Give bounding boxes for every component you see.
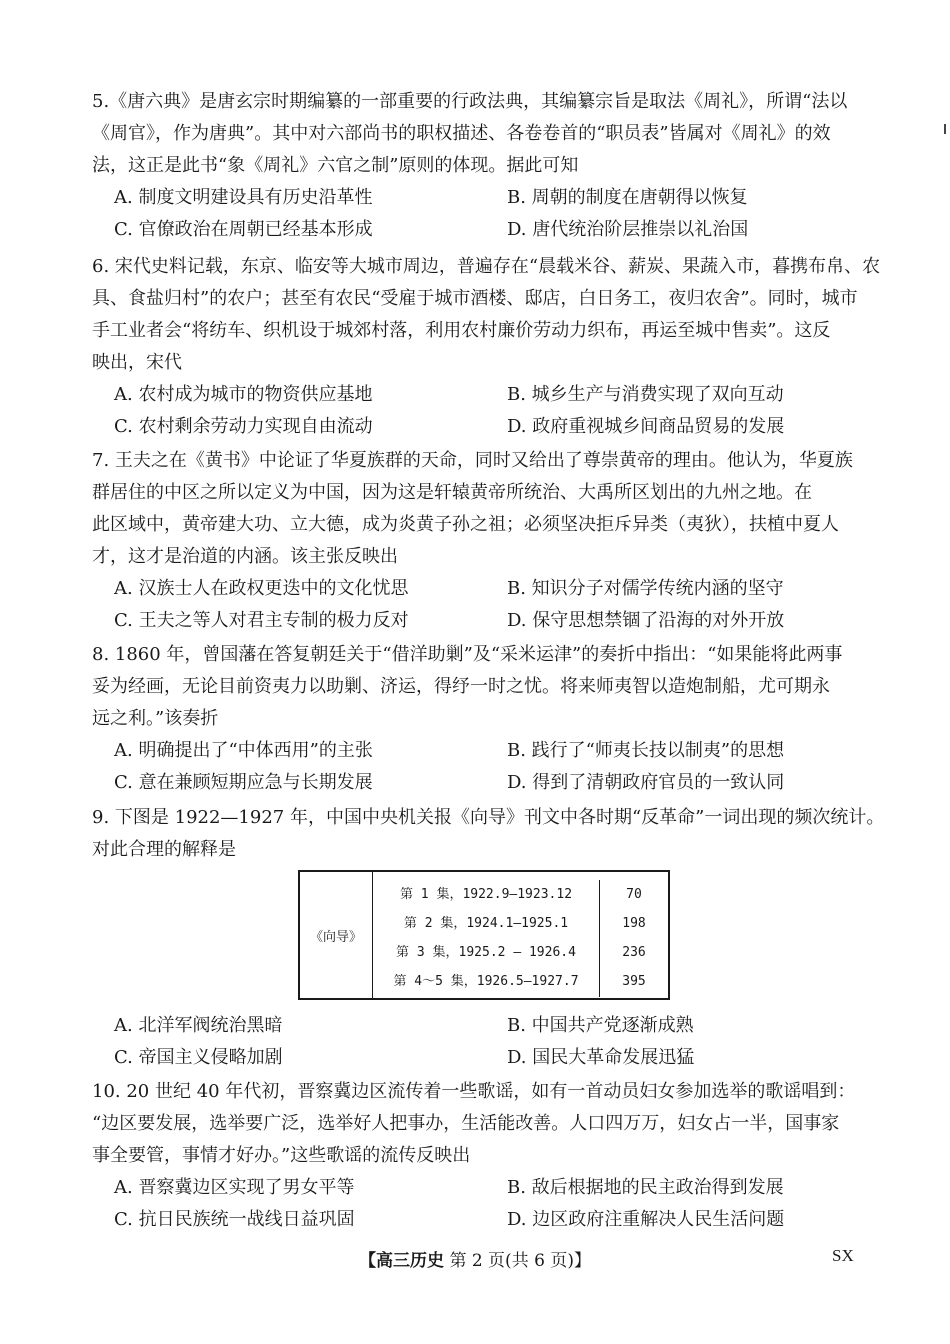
question-9 xyxy=(92,802,885,866)
question-7 xyxy=(92,445,872,637)
question-6 xyxy=(92,251,881,443)
question-5-stem xyxy=(92,86,872,182)
question-8-options xyxy=(92,735,872,799)
question-10-stem xyxy=(92,1076,872,1172)
table-period-cell: 第 1 集，1922.9—1923.12 xyxy=(373,880,600,910)
question-9-stem xyxy=(92,802,885,866)
stem-line: 法，这正是此书“象《周礼》六官之制”原则的体现。据此可知 xyxy=(92,155,579,176)
margin-mark xyxy=(944,124,946,134)
question-5 xyxy=(92,86,872,246)
stem-line: 手工业者会“将纺车、织机设于城郊村落，利用农村廉价劳动力织布，再运至城中售卖”。这反 xyxy=(92,320,831,341)
option-d[interactable]: D. 唐代统治阶层推崇以礼治国 xyxy=(507,219,749,240)
question-7-stem xyxy=(92,445,872,573)
option-c[interactable]: C. 帝国主义侵略加剧 xyxy=(114,1047,283,1068)
option-b[interactable]: B. 中国共产党逐渐成熟 xyxy=(507,1015,694,1036)
table-period-cell: 第 3 集，1925.2 — 1926.4 xyxy=(373,938,600,968)
option-a[interactable]: A. 北洋军阀统治黑暗 xyxy=(114,1015,283,1036)
question-9-options-wrap xyxy=(92,1010,872,1074)
stem-line: 妥为经画，无论目前资夷力以助剿、济运，得纾一时之忧。将来师夷智以造炮制船，尤可期永 xyxy=(92,676,830,697)
stem-line: 8. 1860 年，曾国藩在答复朝廷关于“借洋助剿”及“采米运津”的奏折中指出：“如果能将此两事 xyxy=(92,644,843,665)
table-count-cell: 70 xyxy=(626,887,642,902)
table-source-cell: 《向导》 xyxy=(300,872,373,998)
option-c[interactable]: C. 官僚政治在周朝已经基本形成 xyxy=(114,219,373,240)
option-a[interactable]: A. 制度文明建设具有历史沿革性 xyxy=(114,187,373,208)
table-count-cell: 236 xyxy=(622,945,646,960)
question-5-options xyxy=(92,182,872,246)
option-a[interactable]: A. 明确提出了“中体西用”的主张 xyxy=(114,740,373,761)
stem-line: 7. 王夫之在《黄书》中论证了华夏族群的天命，同时又给出了尊崇黄帝的理由。他认为，华夏族 xyxy=(92,450,853,471)
option-c[interactable]: C. 抗日民族统一战线日益巩固 xyxy=(114,1209,355,1230)
stem-line: 6. 宋代史料记载，东京、临安等大城市周边，普遍存在“晨载米谷、薪炭、果蔬入市，暮携布帛、农 xyxy=(92,256,881,277)
question-8 xyxy=(92,639,872,799)
question-9-options xyxy=(92,1010,872,1074)
stem-line: 具、食盐归村”的农户；甚至有农民“受雇于城市酒楼、邸店，白日务工，夜归农舍”。同时，城市 xyxy=(92,288,858,309)
question-10-options xyxy=(92,1172,872,1236)
stem-line: 5.《唐六典》是唐玄宗时期编纂的一部重要的行政法典，其编纂宗旨是取法《周礼》，所谓“法以 xyxy=(92,91,848,112)
option-c[interactable]: C. 意在兼顾短期应急与长期发展 xyxy=(114,772,373,793)
question-8-stem xyxy=(92,639,872,735)
option-b[interactable]: B. 周朝的制度在唐朝得以恢复 xyxy=(507,187,748,208)
option-a[interactable]: A. 汉族士人在政权更迭中的文化忧思 xyxy=(114,578,409,599)
frequency-table xyxy=(298,870,670,1000)
question-6-stem xyxy=(92,251,881,379)
option-b[interactable]: B. 敌后根据地的民主政治得到发展 xyxy=(507,1177,784,1198)
option-b[interactable]: B. 城乡生产与消费实现了双向互动 xyxy=(507,384,784,405)
question-6-options xyxy=(92,379,872,443)
option-d[interactable]: D. 国民大革命发展迅猛 xyxy=(507,1047,695,1068)
footer-code: SX xyxy=(832,1246,854,1265)
option-c[interactable]: C. 王夫之等人对君主专制的极力反对 xyxy=(114,610,409,631)
question-7-options xyxy=(92,573,872,637)
stem-line: 群居住的中区之所以定义为中国，因为这是轩辕黄帝所统治、大禹所区划出的九州之地。在 xyxy=(92,482,812,503)
option-d[interactable]: D. 得到了清朝政府官员的一致认同 xyxy=(507,772,785,793)
stem-line: 此区域中，黄帝建大功、立大德，成为炎黄子孙之祖；必须坚决拒斥异类（夷狄），扶植中夏人 xyxy=(92,514,839,535)
option-d[interactable]: D. 边区政府注重解决人民生活问题 xyxy=(507,1209,785,1230)
option-b[interactable]: B. 践行了“师夷长技以制夷”的思想 xyxy=(507,740,785,761)
option-a[interactable]: A. 农村成为城市的物资供应基地 xyxy=(114,384,373,405)
option-d[interactable]: D. 政府重视城乡间商品贸易的发展 xyxy=(507,416,785,437)
stem-line: 9. 下图是 1922—1927 年，中国中央机关报《向导》刊文中各时期“反革命”一词出现的频次统计。 xyxy=(92,807,885,828)
stem-line: 《周官》，作为唐典”。其中对六部尚书的职权描述、各卷卷首的“职员表”皆属对《周礼》的效 xyxy=(92,123,831,144)
stem-line: 对此合理的解释是 xyxy=(92,839,236,860)
question-10 xyxy=(92,1076,872,1236)
table-count-cell: 395 xyxy=(622,974,646,989)
table-period-cell: 第 2 集，1924.1—1925.1 xyxy=(373,909,600,939)
stem-line: 事全要管，事情才好办。”这些歌谣的流传反映出 xyxy=(92,1145,471,1166)
stem-line: 远之利。”该奏折 xyxy=(92,708,219,729)
footer-subject: 【高三历史 xyxy=(359,1251,445,1271)
table-count-cell: 198 xyxy=(622,916,646,931)
option-c[interactable]: C. 农村剩余劳动力实现自由流动 xyxy=(114,416,373,437)
option-b[interactable]: B. 知识分子对儒学传统内涵的坚守 xyxy=(507,578,784,599)
stem-line: “边区要发展，选举要广泛，选举好人把事办，生活能改善。人口四万万，妇女占一半，国事家 xyxy=(92,1113,840,1134)
footer-page-number: 第 2 页(共 6 页)】 xyxy=(449,1251,591,1271)
option-a[interactable]: A. 晋察冀边区实现了男女平等 xyxy=(114,1177,355,1198)
stem-line: 映出，宋代 xyxy=(92,352,182,373)
option-d[interactable]: D. 保守思想禁锢了沿海的对外开放 xyxy=(507,610,785,631)
stem-line: 才，这才是治道的内涵。该主张反映出 xyxy=(92,546,398,567)
footer-center xyxy=(0,1246,950,1271)
stem-line: 10. 20 世纪 40 年代初，晋察冀边区流传着一些歌谣，如有一首动员妇女参加选举的歌谣唱到： xyxy=(92,1081,856,1102)
table-period-cell: 第 4～5 集，1926.5—1927.7 xyxy=(373,967,600,997)
